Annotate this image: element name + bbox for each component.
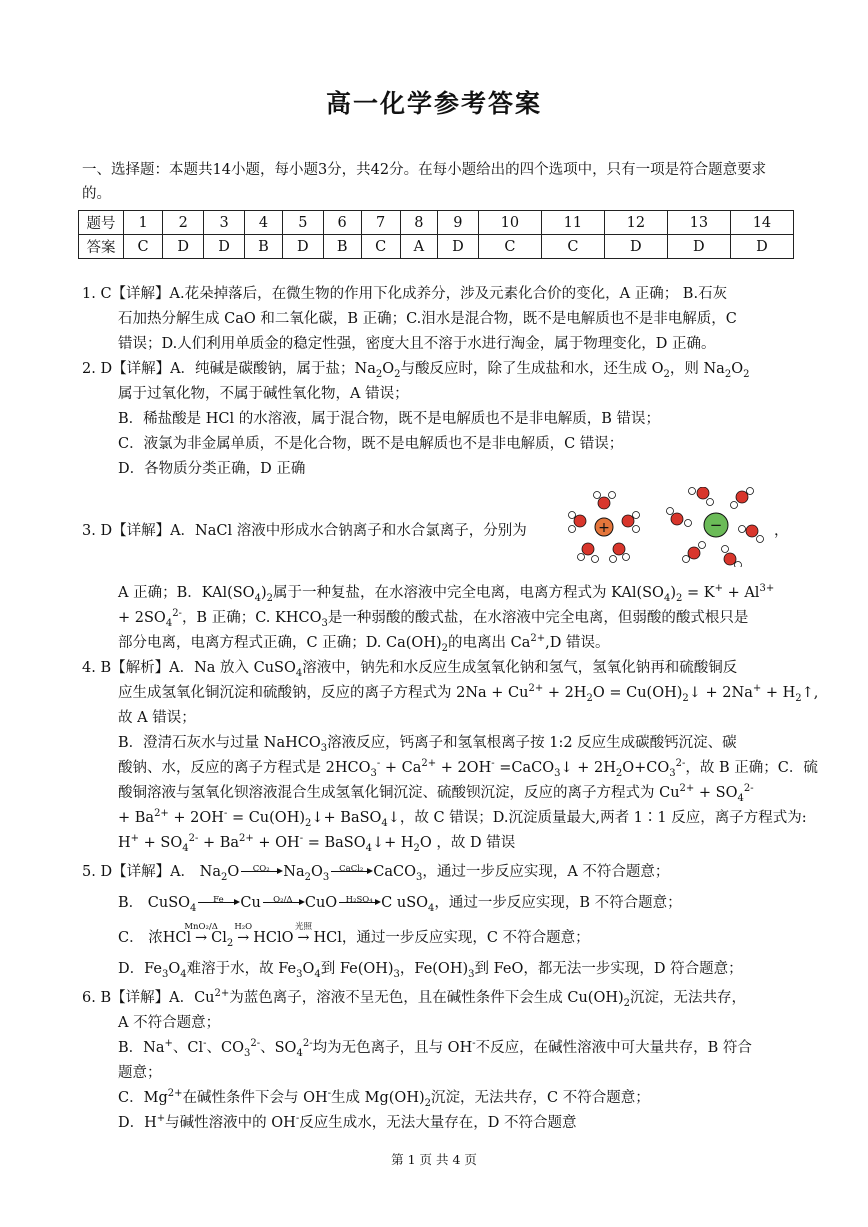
q4-line-8: $H^+ + SO_4^{2-} + Ba^{2+} + OH^-$ = BaSO$_4$↓+ $H_2O$ ，故 D 错误 [118, 833, 516, 854]
q4-line-3: 故 A 错误； [118, 710, 196, 726]
hydrated-ions-diagram [566, 487, 771, 567]
reaction-arrow: CaCl₂ [329, 863, 373, 881]
q2-line-5: D．各物质分类正确，D 正确 [118, 461, 306, 477]
q6-line-6: D．H+与碱性溶液中的 OH-反应生成水，无法大量存在，D 不符合题意 [118, 1113, 577, 1131]
table-cell: D [730, 235, 793, 259]
q6-line-5: C．$Mg^{2+}$在碱性条件下会与 OH-生成 $Mg(OH)_2$沉淀，无法共存，C 不符合题意； [118, 1088, 650, 1109]
reaction-arrow: Fe [196, 894, 240, 912]
table-cell: 3 [204, 211, 245, 235]
page-title: 高一化学参考答案 [325, 89, 542, 118]
row-header-number: 题号 [79, 211, 124, 235]
q5-line-3: C． 浓HCl MnO₂/Δ → $Cl_2$ H₂O → HClO 光照 → HCl，通过一步反应实现，C 不符合题意； [118, 922, 590, 949]
q6-line-3: B．Na+、Cl-、$CO_3^{2-}$、$SO_4^{2-}$均为无色离子，且与 OH-不反应，在碱性溶液中可大量共存，B 符合 [118, 1038, 752, 1059]
table-cell: A [400, 235, 437, 259]
question-5 [82, 860, 794, 982]
question-1 [82, 282, 794, 357]
table-cell: 8 [400, 211, 437, 235]
q2-line-1: 2. D【详解】A．纯碱是碳酸钠，属于盐；$Na_2O_2$与酸反应时，除了生成盐和水，还生成 $O_2$，则 $Na_2O_2$ [82, 361, 750, 380]
reaction-arrow: 光照 → [294, 922, 312, 946]
q5-line-1: 5. D【详解】A． $Na_2O$ CO₂ $Na_2O_3$ CaCl₂ CaCO$_3$，通过一步反应实现，A 不符合题意； [82, 864, 670, 883]
question-number-row [79, 211, 794, 235]
answer-row [79, 235, 794, 259]
q3-line-2: A 正确；B．$KAl(SO_4)_2$属于一种复盐，在水溶液中完全电离，电离方程式为 $KAl(SO_4)_2 = K^+ + Al^{3+}$ [118, 583, 775, 604]
question-3-continued [82, 581, 794, 656]
question-2 [82, 357, 794, 482]
reaction-arrow: MnO₂/Δ → [184, 922, 218, 946]
table-cell: 5 [282, 211, 323, 235]
question-4 [82, 656, 819, 856]
table-cell: 10 [478, 211, 541, 235]
q6-line-1: 6. B【详解】A．$Cu^{2+}$为蓝色离子，溶液不呈无色，且在碱性条件下会生成 $Cu(OH)_2$沉淀，无法共存， [82, 988, 747, 1009]
table-cell: 12 [604, 211, 667, 235]
table-cell: 11 [541, 211, 604, 235]
page-footer: 第 1 页 共 4 页 [391, 1152, 477, 1167]
question-6 [82, 986, 794, 1136]
q5-line-4: D．$Fe_3O_4$难溶于水，故 $Fe_3O_4$到 $Fe(OH)_3$，$Fe(OH)_3$到 FeO，都无法一步实现，D 符合题意； [118, 961, 743, 980]
q3-line-3: + $2SO_4^{2-}$，B 正确；C. $KHCO_3$是一种弱酸的酸式盐，在水溶液中完全电离，但弱酸的酸式根只是 [118, 608, 749, 629]
q2-line-4: C．液氯为非金属单质，不是化合物，既不是电解质也不是非电解质，C 错误； [118, 436, 624, 452]
table-cell: 1 [124, 211, 163, 235]
q1-line-3: 错误；D.人们利用单质金的稳定性强，密度大且不溶于水进行淘金，属于物理变化，D 正确。 [118, 336, 716, 352]
table-cell: 2 [163, 211, 204, 235]
reaction-arrow: O₂/Δ [261, 894, 305, 912]
table-cell: 13 [667, 211, 730, 235]
reaction-arrow: H₂O → [234, 922, 253, 946]
answer-table [78, 210, 794, 259]
q3-line-4: 部分电离，电离方程式正确，C 正确；D. $Ca(OH)_2$的电离出 $Ca^{2+},D$ 错误。 [118, 633, 610, 654]
q4-line-5: 酸钠、水，反应的离子方程式是 $2HCO_3^- + Ca^{2+} + 2OH^-$ =CaCO$_3$↓ + $2H_2O+CO_3^{2-}$，故 B 正确；C．硫 [118, 758, 818, 779]
q6-line-4: 题意； [118, 1065, 162, 1081]
table-cell: 14 [730, 211, 793, 235]
table-cell: B [245, 235, 283, 259]
q4-line-2: 应生成氢氧化铜沉淀和硫酸钠，反应的离子方程式为 $2Na + Cu^{2+} + 2H_2O$ = $Cu(OH)_2↓ + 2Na^+$ + $H_2↑$, [118, 683, 819, 704]
table-cell: D [204, 235, 245, 259]
section-intro: 一、选择题：本题共14小题，每小题3分，共42分。在每小题给出的四个选项中，只有一项是符合题意要求的。 [82, 162, 767, 202]
table-cell: D [282, 235, 323, 259]
table-cell: B [323, 235, 361, 259]
table-cell: D [163, 235, 204, 259]
row-header-answer: 答案 [79, 235, 124, 259]
table-cell: D [437, 235, 478, 259]
svg-text:−: − [709, 516, 723, 534]
q1-line-1: 1. C【详解】A.花朵掉落后，在微生物的作用下化成养分，涉及元素化合价的变化，A 正确； B.石灰 [82, 286, 728, 302]
svg-text:+: + [598, 520, 610, 536]
q4-line-6: 酸铜溶液与氢氧化钡溶液混合生成氢氧化铜沉淀、硫酸钡沉淀，反应的离子方程式为 $Cu^{2+} + SO_4^{2-}$ [118, 783, 754, 804]
q4-line-1: 4. B【解析】A．Na 放入 CuSO$_4$溶液中，钠先和水反应生成氢氧化钠和氢气，氢氧化钠再和硫酸铜反 [82, 660, 738, 679]
table-cell: C [541, 235, 604, 259]
table-cell: D [667, 235, 730, 259]
table-cell: D [604, 235, 667, 259]
reaction-arrow: CO₂ [239, 863, 283, 881]
q6-line-2: A 不符合题意； [118, 1015, 221, 1031]
table-cell: C [478, 235, 541, 259]
q5-line-2: B． CuSO$_4$ Fe Cu O₂/Δ CuO H₂SO₄ C uSO$_4$，通过一步反应实现，B 不符合题意； [118, 895, 682, 914]
q2-line-3: B．稀盐酸是 HCl 的水溶液，属于混合物，既不是电解质也不是非电解质，B 错误； [118, 411, 661, 427]
table-cell: C [361, 235, 400, 259]
hydrated-sodium-ion [569, 492, 640, 563]
table-cell: 9 [437, 211, 478, 235]
table-cell: 4 [245, 211, 283, 235]
table-cell: C [124, 235, 163, 259]
q4-line-4: B．澄清石灰水与过量 NaHCO$_3$溶液反应，钙离子和氢氧根离子按 1:2 反应生成碳酸钙沉淀、碳 [118, 735, 737, 754]
q1-line-2: 石加热分解生成 CaO 和二氧化碳，B 正确；C.泪水是混合物，既不是电解质也不是非电解质，C [118, 311, 737, 327]
table-cell: 7 [361, 211, 400, 235]
hydrated-chloride-ion [667, 487, 764, 567]
q3-line-1: 3. D【详解】A．NaCl 溶液中形成水合钠离子和水合氯离子，分别为 ， [82, 523, 789, 539]
q2-line-2: 属于过氧化物，不属于碱性氧化物，A 错误； [118, 386, 409, 402]
reaction-arrow: H₂SO₄ [337, 894, 381, 912]
q4-line-7: + $Ba^{2+} + 2OH^-$ = $Cu(OH)_2↓+$ BaSO$_4$↓，故 C 错误；D.沉淀质量最大,两者 1∶1 反应，离子方程式为: [118, 808, 807, 829]
table-cell: 6 [323, 211, 361, 235]
